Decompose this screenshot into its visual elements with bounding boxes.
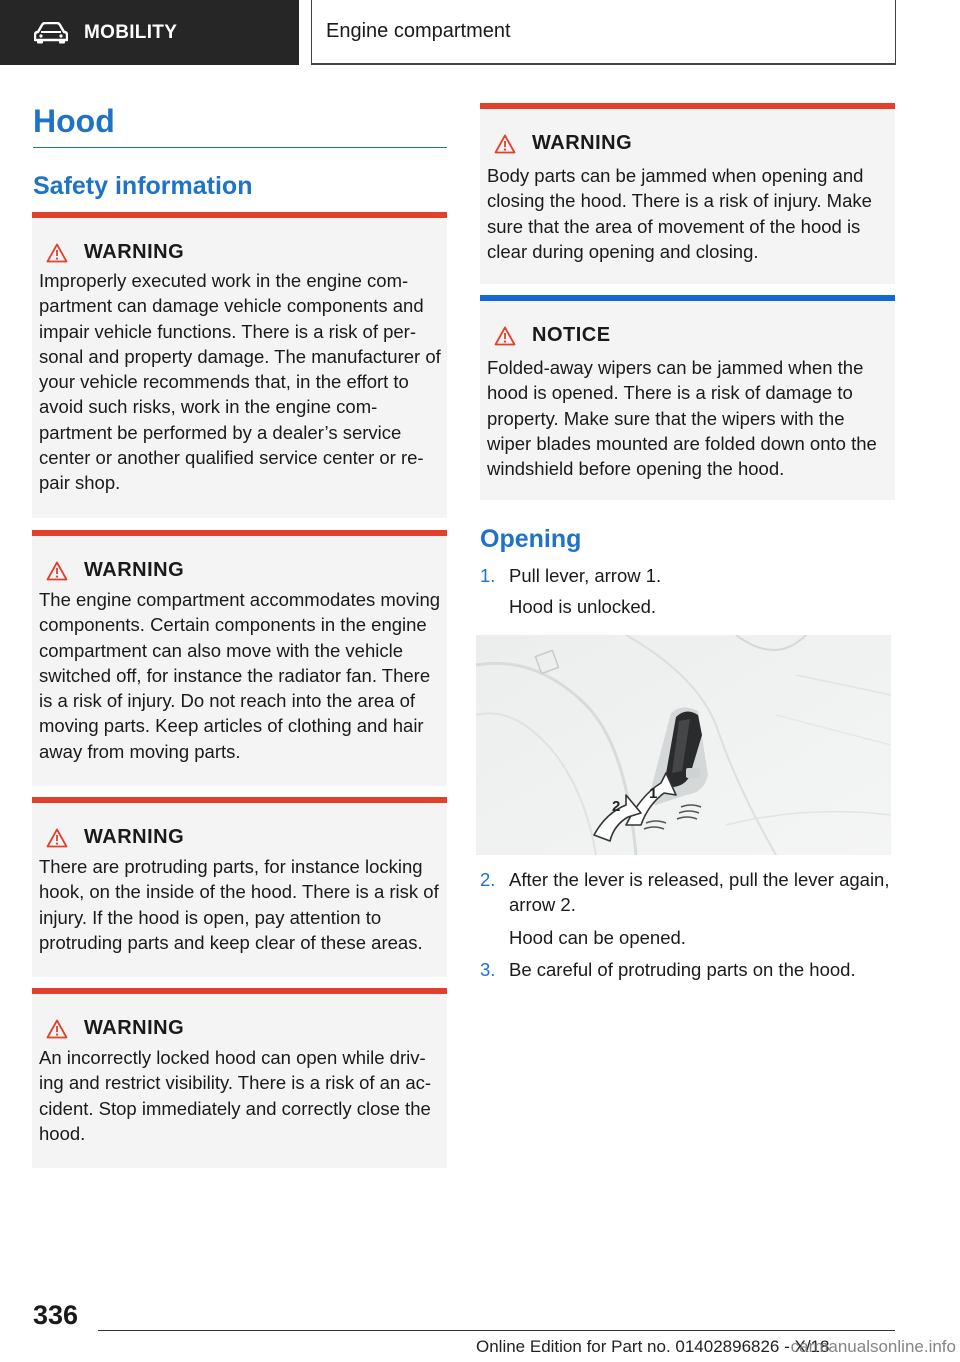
step-text: After the lever is released, pull the lever again, arrow 2. bbox=[509, 869, 890, 916]
section-tab bbox=[0, 0, 299, 65]
warning-label: WARNING bbox=[84, 241, 185, 263]
edition-text: Online Edition for Part no. 01402896826 - X/18 bbox=[476, 1337, 830, 1356]
warning-text: Body parts can be jammed when opening and closing the hood. There is a risk of injury. Make sure that the area of movement of the hood is clear during opening and closing. bbox=[487, 165, 872, 262]
step-number: 3. bbox=[480, 959, 496, 980]
step-result: Hood can be opened. bbox=[509, 927, 686, 948]
warning-box bbox=[480, 103, 895, 284]
notice-bar bbox=[480, 295, 895, 301]
warning-bar bbox=[32, 530, 447, 536]
opening-heading: Opening bbox=[480, 525, 582, 553]
warning-triangle-icon bbox=[46, 243, 68, 263]
page-title: Hood bbox=[33, 103, 447, 148]
warning-label: WARNING bbox=[84, 826, 185, 848]
notice-text: Folded-away wipers can be jammed when the hood is opened. There is a risk of damage to property. Make sure that the wipers with the wiper blades mounted are folded down onto the windshield before opening the hood. bbox=[487, 357, 877, 480]
car-icon bbox=[34, 22, 68, 44]
list-item bbox=[480, 957, 899, 982]
arrow-label-2: 2 bbox=[612, 798, 621, 815]
notice-label: NOTICE bbox=[532, 324, 611, 346]
warning-bar bbox=[32, 797, 447, 803]
step-text: Be careful of protruding parts on the hood. bbox=[509, 959, 856, 980]
warning-triangle-icon bbox=[494, 134, 516, 154]
warning-triangle-icon bbox=[46, 561, 68, 581]
warning-triangle-icon bbox=[46, 1019, 68, 1039]
warning-bar bbox=[32, 212, 447, 218]
watermark: carmanualsonline.info bbox=[790, 1337, 956, 1356]
step-number: 2. bbox=[480, 869, 496, 890]
warning-box bbox=[32, 988, 447, 1168]
chapter-tab bbox=[311, 0, 896, 65]
step-result: Hood is unlocked. bbox=[509, 596, 657, 617]
warning-label: WARNING bbox=[84, 1017, 185, 1039]
notice-box bbox=[480, 295, 895, 500]
notice-triangle-icon bbox=[494, 326, 516, 346]
footer-divider bbox=[98, 1330, 895, 1331]
warning-box bbox=[32, 530, 447, 786]
list-item bbox=[480, 867, 899, 918]
page-number: 336 bbox=[33, 1300, 79, 1330]
warning-text: The engine compartment accommodates moving components. Certain components in the engine compartment can also move with the vehicle switched off, for instance the radiator fan. There is a risk of injury. Do not reach into the area of moving parts. Keep articles of clothing and hair away from moving parts. bbox=[39, 589, 441, 762]
list-item bbox=[480, 563, 899, 588]
warning-bar bbox=[480, 103, 895, 109]
warning-box bbox=[32, 212, 447, 518]
warning-bar bbox=[32, 988, 447, 994]
warning-text: There are protruding parts, for instance locking hook, on the inside of the hood. There is a risk of injury. If the hood is open, pay attention to protruding parts and keep clear of these areas. bbox=[39, 856, 439, 953]
chapter-title: Engine compartment bbox=[326, 20, 511, 42]
arrow-label-1: 1 bbox=[649, 785, 658, 802]
warning-triangle-icon bbox=[46, 828, 68, 848]
warning-text: Improperly executed work in the engine compartment can damage vehicle components and impair vehicle functions. There is a risk of personal and property damage. The manufacturer of your vehicle recommends that, in the effort to avoid such risks, work in the engine compartment be performed by a dealer’s service center or another qualified service center or repair shop. bbox=[39, 270, 441, 494]
warning-text: An incorrectly locked hood can open while driving and restrict visibility. There is a risk of an accident. Stop immediately and correctly close the hood. bbox=[39, 1047, 432, 1144]
safety-heading: Safety information bbox=[33, 172, 253, 200]
step-number: 1. bbox=[480, 565, 496, 586]
step-text: Pull lever, arrow 1. bbox=[509, 565, 662, 586]
warning-label: WARNING bbox=[532, 132, 633, 154]
warning-label: WARNING bbox=[84, 559, 185, 581]
warning-box bbox=[32, 797, 447, 977]
section-title: MOBILITY bbox=[84, 21, 178, 43]
hood-lever-illustration bbox=[476, 635, 891, 855]
